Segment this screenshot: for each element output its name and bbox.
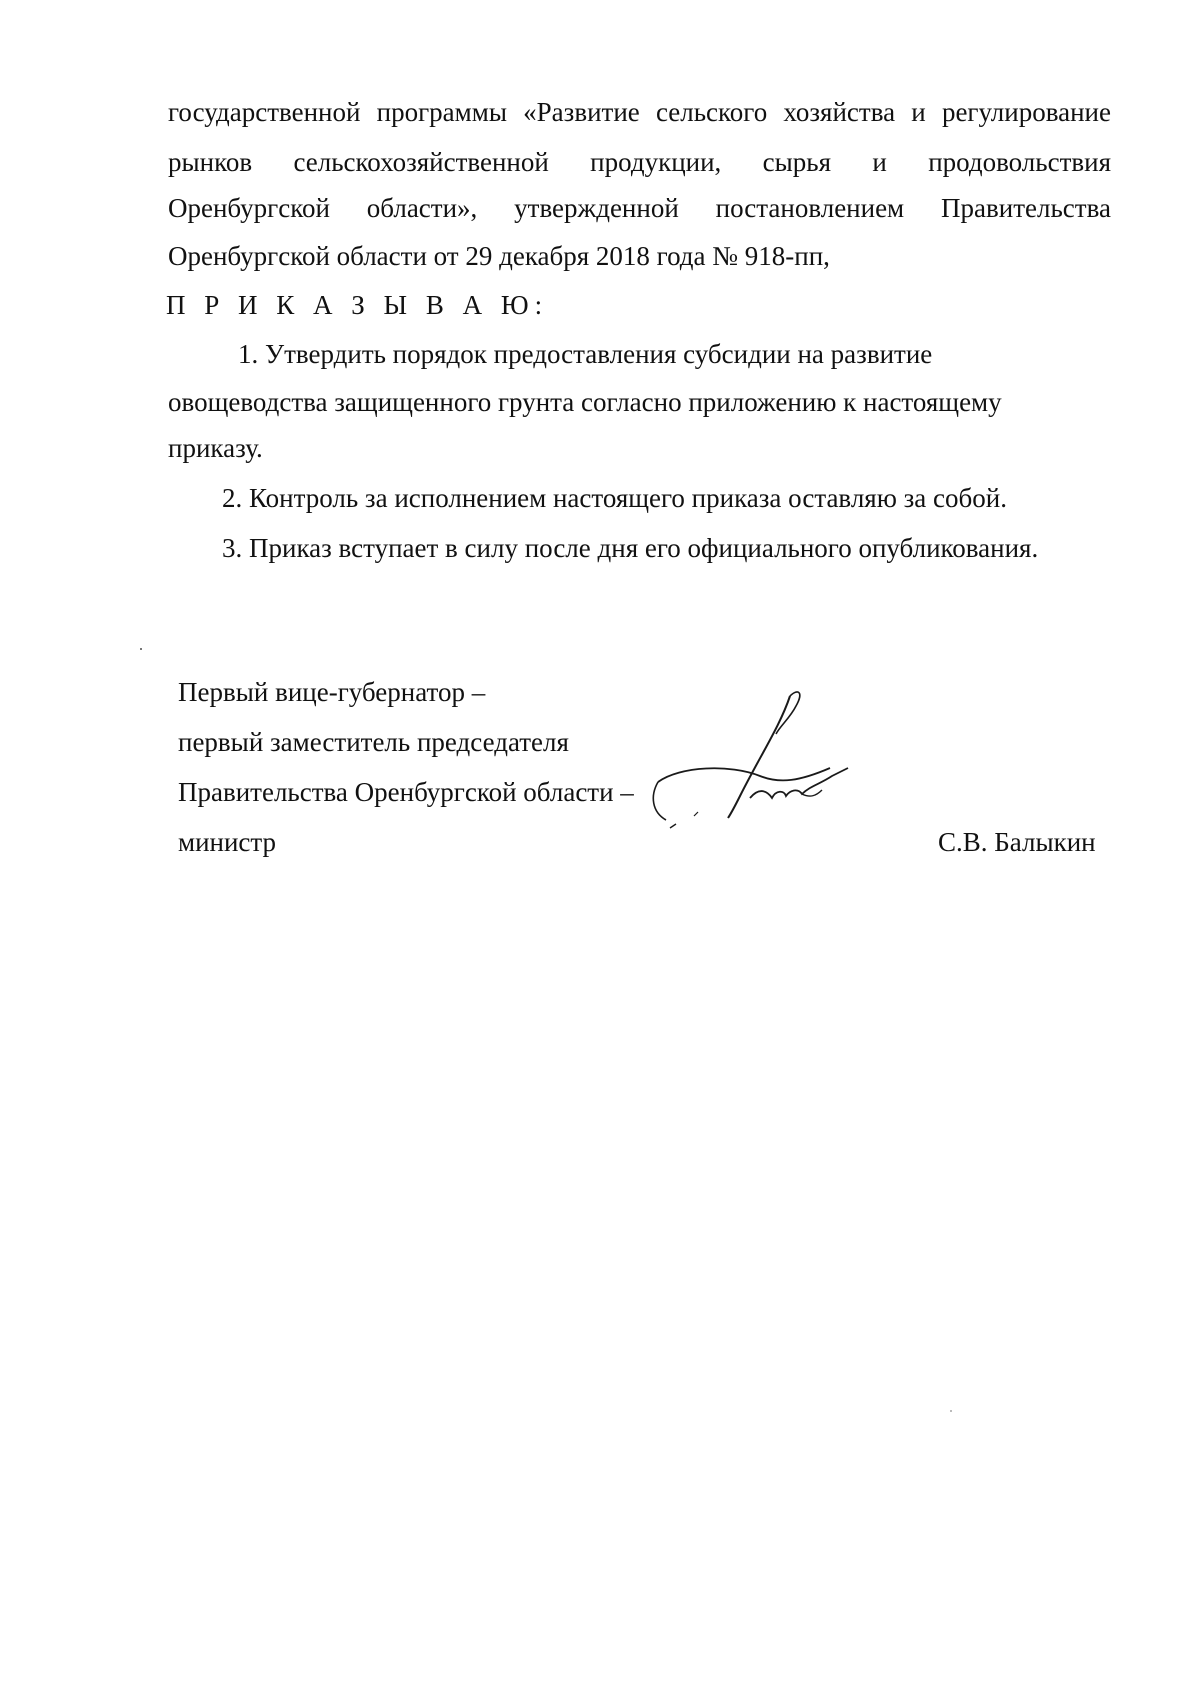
preamble-line-1: государственной программы «Развитие сельского хозяйства и регулирование: [168, 97, 1111, 127]
preamble-line-2: [168, 146, 1111, 178]
word: рынков: [168, 147, 253, 177]
handwritten-signature: [640, 686, 850, 836]
preamble-line-3: [168, 192, 1111, 224]
scan-speck: [140, 648, 142, 650]
word: и: [872, 147, 887, 177]
word: продовольствия: [928, 147, 1111, 177]
signatory-title-line-4: министр: [178, 827, 277, 857]
word: утвержденной: [514, 193, 679, 223]
word: Правительства: [941, 193, 1111, 223]
preamble-line-4: Оренбургской области от 29 декабря 2018 года № 918-пп,: [168, 241, 830, 271]
item-1-line-1: 1. Утвердить порядок предоставления субсидии на развитие: [238, 339, 933, 369]
item-3: 3. Приказ вступает в силу после дня его официального опубликования.: [222, 533, 1039, 563]
word: области»,: [366, 193, 478, 223]
item-1-line-3: приказу.: [168, 433, 263, 463]
word: Оренбургской: [168, 193, 330, 223]
word: сырья: [762, 147, 832, 177]
item-2: 2. Контроль за исполнением настоящего приказа оставляю за собой.: [222, 483, 1007, 513]
signatory-name: С.В. Балыкин: [938, 827, 1096, 857]
signatory-title-line-3: Правительства Оренбургской области –: [178, 777, 634, 807]
signatory-title-line-1: Первый вице-губернатор –: [178, 677, 486, 707]
scan-speck: [950, 1410, 952, 1412]
word: сельскохозяйственной: [293, 147, 549, 177]
order-heading: П Р И К А З Ы В А Ю:: [166, 290, 549, 320]
word: продукции,: [590, 147, 722, 177]
signatory-title-line-2: первый заместитель председателя: [178, 727, 569, 757]
item-1-line-2: овощеводства защищенного грунта согласно приложению к настоящему: [168, 387, 1002, 417]
word: постановлением: [715, 193, 905, 223]
